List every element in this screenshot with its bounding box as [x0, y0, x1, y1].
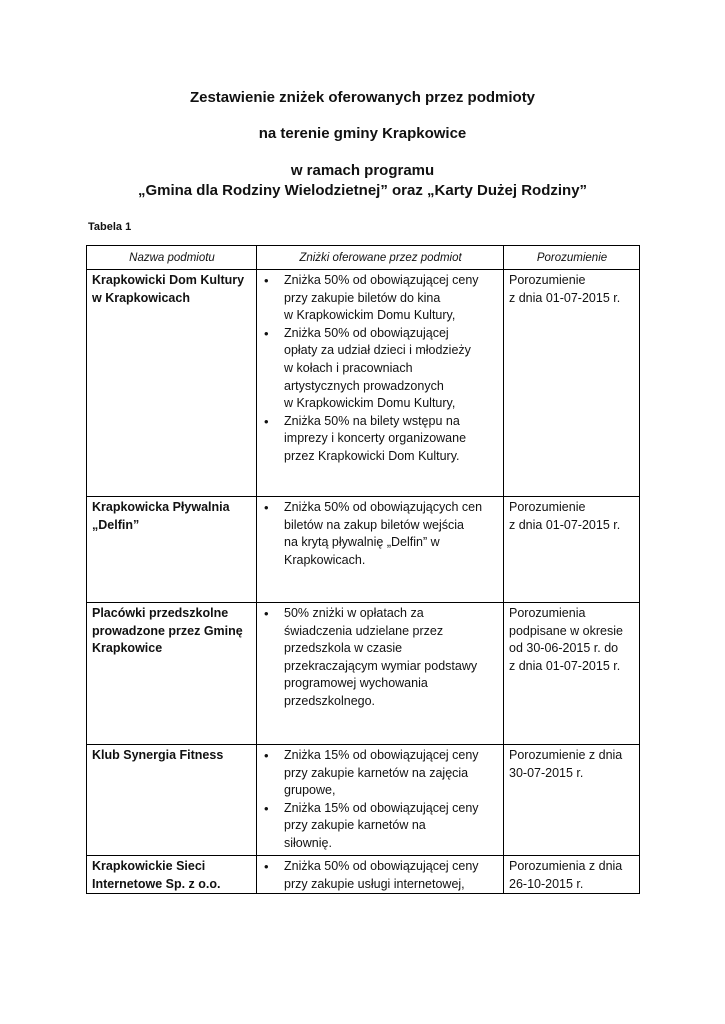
discount-line: siłownię. [284, 835, 332, 850]
discount-line: w Krapkowickim Domu Kultury, [284, 308, 456, 323]
entity-name-line: Klub Synergia Fitness [92, 748, 224, 762]
discount-line: świadczenia udzielane przez [284, 623, 444, 638]
entity-name-line: prowadzone przez Gminę [92, 623, 243, 638]
discount-item [262, 325, 499, 413]
entity-name-line: „Delfin” [92, 517, 140, 532]
agreement-line: podpisane w okresie [509, 623, 623, 638]
agreement-cell [504, 745, 640, 856]
header-discounts: Zniżki oferowane przez podmiot [257, 246, 504, 270]
discount-item [262, 800, 499, 853]
header-entity-name: Nazwa podmiotu [87, 246, 257, 270]
discount-item [262, 747, 499, 800]
agreement-line: Porozumienia [509, 606, 586, 620]
entity-name-line: Krapkowicki Dom Kultury [92, 273, 245, 287]
table-row [87, 270, 640, 497]
discount-list [262, 747, 499, 853]
discount-line: • 50% zniżki w opłatach za [284, 606, 424, 620]
discount-line: • Zniżka 50% od obowiązującej ceny [284, 859, 479, 873]
discounts-table [86, 245, 640, 894]
entity-name-cell [87, 497, 257, 603]
discount-list [262, 499, 499, 569]
discount-line: programowej wychowania [284, 676, 428, 691]
title-line-1: Zestawienie zniżek oferowanych przez podmioty [189, 89, 536, 106]
agreement-cell [504, 497, 640, 603]
discount-line: artystycznych prowadzonych [284, 378, 444, 393]
entity-name-cell [87, 745, 257, 856]
title-line-2: na terenie gminy Krapkowice [258, 125, 467, 142]
table-row [87, 603, 640, 745]
agreement-line: Porozumienie [509, 500, 586, 514]
agreement-line: Porozumienie z dnia [509, 748, 623, 762]
discount-list [262, 858, 499, 893]
agreement-line: 26-10-2015 r. [509, 876, 584, 891]
entity-name-cell [87, 270, 257, 497]
table-caption: Tabela 1 [88, 221, 132, 233]
discount-line: przedszkolnego. [284, 693, 376, 708]
discount-list [262, 272, 499, 466]
agreement-cell [504, 856, 640, 894]
discount-line: przedszkola w czasie [284, 641, 403, 656]
discount-line: w kołach i pracowniach [284, 360, 413, 375]
discounts-cell [257, 603, 504, 745]
discount-item [262, 858, 499, 893]
discount-line: Krapkowicach. [284, 552, 366, 567]
discount-line: • Zniżka 50% od obowiązującej ceny [284, 273, 479, 287]
discount-line: • Zniżka 15% od obowiązującej ceny [284, 800, 479, 815]
discount-line: opłaty za udział dzieci i młodzieży [284, 343, 471, 358]
entity-name-line: Krapkowickie Sieci [92, 859, 206, 873]
agreement-line: z dnia 01-07-2015 r. [509, 517, 621, 532]
header-agreement: Porozumienie [504, 246, 640, 270]
entity-name-line: Krapkowice [92, 641, 163, 656]
discount-list [262, 605, 499, 711]
discount-line: na krytą pływalnię „Delfin” w [284, 535, 440, 550]
discounts-cell [257, 270, 504, 497]
discount-line: przez Krapkowicki Dom Kultury. [284, 448, 460, 463]
agreement-line: z dnia 01-07-2015 r. [509, 290, 621, 305]
discount-line: biletów na zakup biletów wejścia [284, 517, 464, 532]
table-row [87, 497, 640, 603]
discount-line: • Zniżka 15% od obowiązującej ceny [284, 748, 479, 762]
agreement-line: od 30-06-2015 r. do [509, 641, 619, 656]
discount-line: • Zniżka 50% na bilety wstępu na [284, 413, 460, 428]
entity-name-line: Placówki przedszkolne [92, 606, 229, 620]
discount-line: przy zakupie biletów do kina [284, 290, 441, 305]
discount-item [262, 272, 499, 325]
agreement-line: z dnia 01-07-2015 r. [509, 658, 621, 673]
title-line-4: „Gmina dla Rodziny Wielodzietnej” oraz „Karty Dużej Rodziny” [137, 182, 588, 199]
table-row [87, 745, 640, 856]
discount-line: grupowe, [284, 783, 336, 798]
agreement-line: 30-07-2015 r. [509, 765, 584, 780]
discounts-cell [257, 856, 504, 894]
discount-line: przy zakupie karnetów na zajęcia [284, 765, 469, 780]
discount-item [262, 605, 499, 711]
agreement-line: Porozumienia z dnia [509, 859, 623, 873]
discounts-cell [257, 745, 504, 856]
discount-item [262, 499, 499, 569]
discount-line: przy zakupie karnetów na [284, 818, 426, 833]
discount-line: • Zniżka 50% od obowiązującej [284, 325, 449, 340]
discount-line: • Zniżka 50% od obowiązujących cen [284, 500, 483, 514]
discount-line: przekraczającym wymiar podstawy [284, 658, 478, 673]
discount-line: imprezy i koncerty organizowane [284, 431, 467, 446]
agreement-line: Porozumienie [509, 273, 586, 287]
entity-name-cell [87, 603, 257, 745]
discounts-cell [257, 497, 504, 603]
discount-line: przy zakupie usługi internetowej, [284, 876, 465, 891]
discount-item [262, 413, 499, 466]
discount-line: w Krapkowickim Domu Kultury, [284, 396, 456, 411]
table-row [87, 856, 640, 894]
entity-name-line: w Krapkowicach [92, 290, 190, 305]
entity-name-line: Internetowe Sp. z o.o. [92, 876, 221, 891]
entity-name-cell [87, 856, 257, 894]
title-line-3: w ramach programu [290, 162, 435, 179]
agreement-cell [504, 270, 640, 497]
agreement-cell [504, 603, 640, 745]
entity-name-line: Krapkowicka Pływalnia [92, 500, 230, 514]
table-header-row [87, 246, 640, 270]
